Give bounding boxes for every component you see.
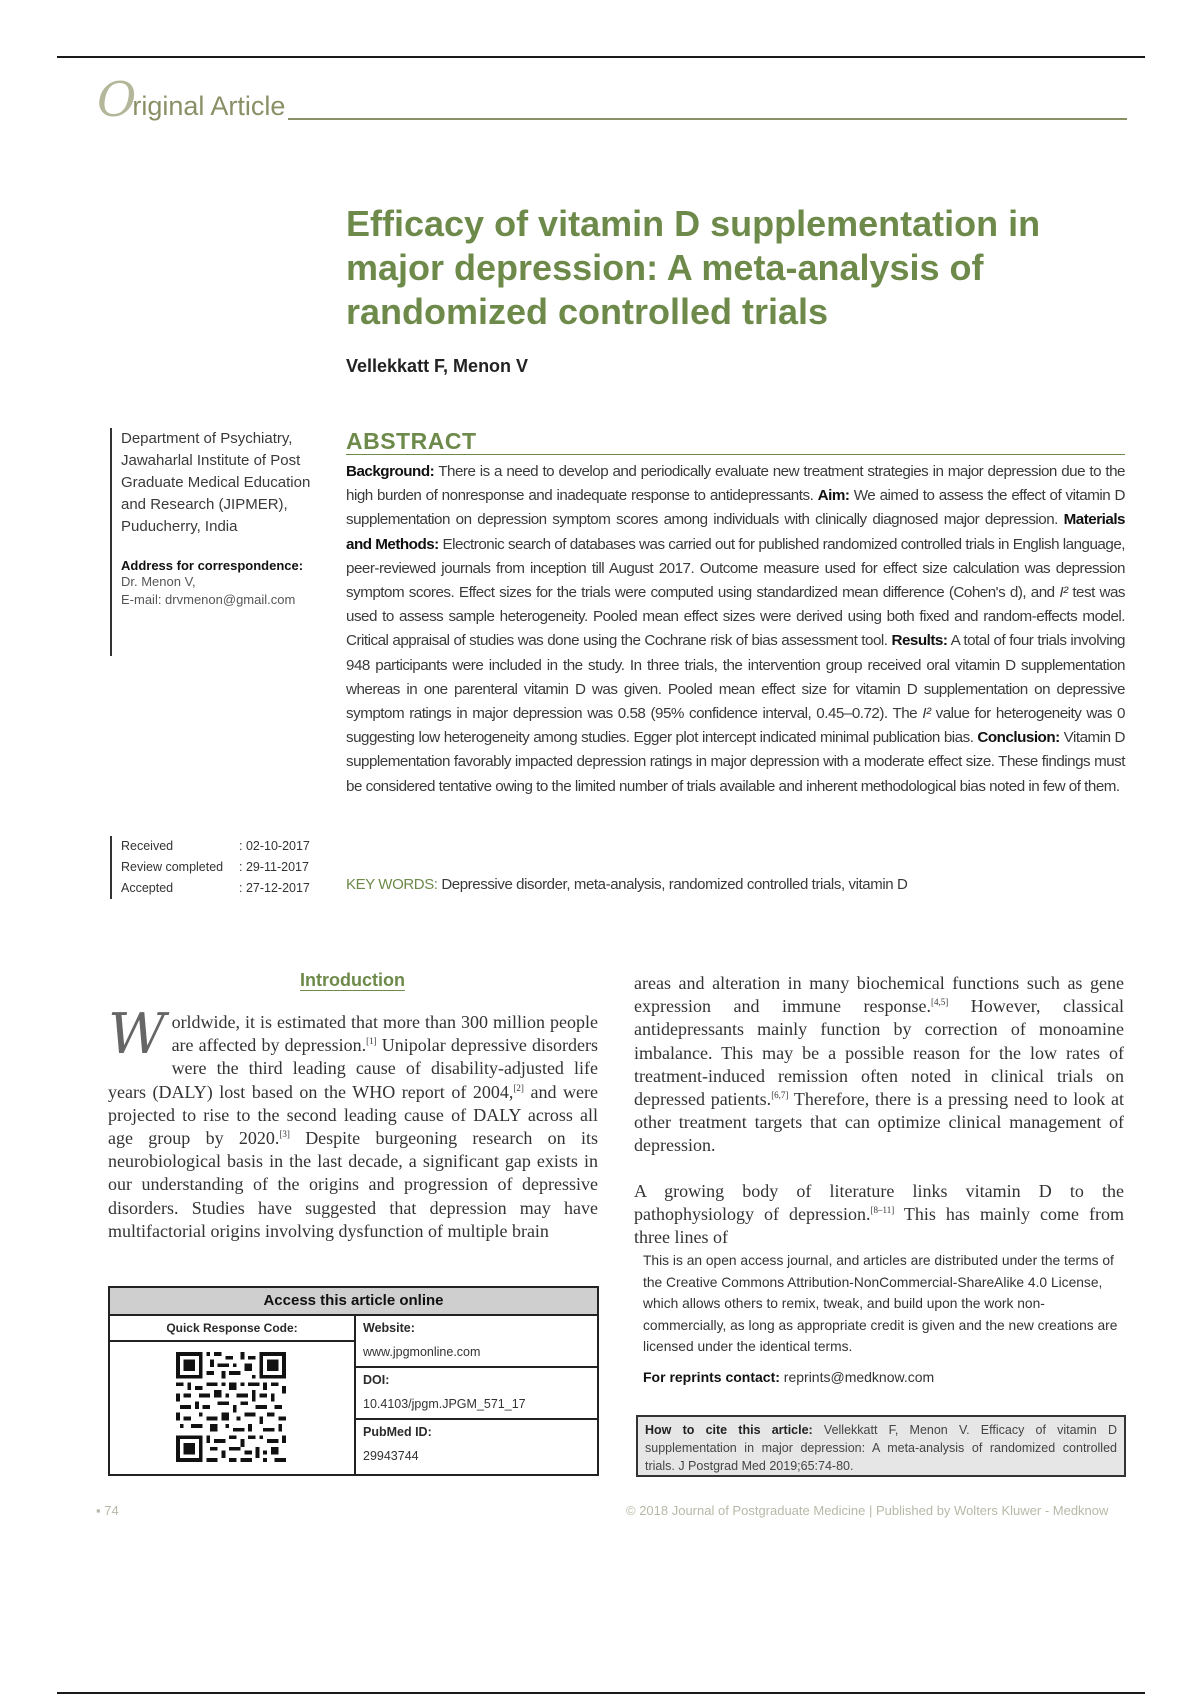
affiliation-department: Department of Psychiatry, Jawaharlal Institute of Post Graduate Medical Education and Research (JIPMER), Puducherry, India (121, 430, 311, 535)
pubmed-cell (356, 1420, 597, 1472)
citation-ref[interactable]: [8–11] (870, 1204, 895, 1215)
page-number: ▪ 74 (96, 1503, 119, 1518)
citation-ref[interactable]: [3] (279, 1129, 290, 1140)
paragraph (634, 1180, 1124, 1250)
website-cell (356, 1316, 597, 1368)
reprints-contact (643, 1369, 934, 1385)
top-rule (57, 56, 1145, 58)
intro-left-column (108, 1002, 598, 1243)
website-link[interactable]: www.jpgmonline.com (363, 1345, 481, 1359)
intro-text: A growing body of literature links vitamin D to the pathophysiology of depression. (634, 1180, 1124, 1224)
keywords-label: KEY WORDS: (346, 876, 438, 893)
date-value: : 27-12-2017 (239, 881, 310, 895)
date-row (121, 836, 310, 857)
reprints-label: For reprints contact: (643, 1369, 780, 1385)
header-underline (288, 118, 1127, 120)
citation-ref[interactable]: [4,5] (931, 997, 949, 1008)
date-value: : 29-11-2017 (239, 860, 309, 874)
i2-symbol: I² (1059, 584, 1068, 602)
doi-link[interactable]: 10.4103/jpgm.JPGM_571_17 (363, 1397, 526, 1411)
article-identifiers (356, 1316, 597, 1474)
intro-text: This has mainly come from three lines of (634, 1203, 1124, 1248)
abstract-background-label: Background: (346, 463, 435, 480)
abstract-methods-label: Materials and Methods: (346, 511, 1125, 553)
header-label: riginal Article (132, 91, 286, 121)
correspondence-email[interactable]: E-mail: drvmenon@gmail.com (121, 592, 296, 607)
pubmed-id[interactable]: 29943744 (363, 1449, 419, 1463)
abstract-conclusion-label: Conclusion: (977, 729, 1060, 747)
intro-text: Despite burgeoning research on its neurobiological basis in the last decade, a significant gap exists in our understanding of the origins and progression of depressive disorders. Studies have suggested that depression may have multifactorial origins involving dysfunction of multiple brain (108, 1128, 598, 1241)
pubmed-label: PubMed ID: (363, 1425, 432, 1439)
abstract-results-a: A total of four trials involving 948 participants were included in the study. In three trials, the intervention group received oral vitamin D supplementation whereas in one parenteral vitamin D was given. Pooled mean effect size for vitamin D supplementation on depressive symptom ratings in major depression was 0.58 (95% confidence interval, 0.45–0.72). The (346, 632, 1125, 723)
intro-text: Unipolar depressive disorders were the third leading cause of disability-adjusted life years (DALY) lost based on the WHO report of 2004, (108, 1035, 598, 1102)
website-label: Website: (363, 1321, 415, 1335)
date-row (121, 857, 310, 878)
citation-ref[interactable]: [1] (366, 1036, 377, 1047)
intro-text: Therefore, there is a pressing need to look at other treatment targets that can optimize clinical management of depression. (634, 1089, 1124, 1156)
citation-ref[interactable]: [2] (513, 1082, 524, 1093)
intro-text: and were projected to rise to the second leading cause of DALY across all age group by 2020. (108, 1081, 598, 1149)
abstract-results-label: Results: (891, 632, 948, 650)
citation-ref[interactable]: [6,7] (771, 1090, 789, 1101)
intro-text: areas and alteration in many biochemical functions such as gene expression and immune response. (634, 973, 1124, 1017)
affiliation-block (110, 428, 333, 656)
intro-text: orldwide, it is estimated that more than 300 million people are affected by depression. (171, 1012, 598, 1056)
section-header (97, 72, 1127, 128)
abstract-aim-label: Aim: (817, 487, 850, 505)
doi-cell (356, 1368, 597, 1420)
article-authors: Vellekkatt F, Menon V (346, 356, 529, 376)
cite-text: Vellekkatt F, Menon V. Efficacy of vitamin D supplementation in major depression: A meta-analysis of randomized controlled trials. J Postgrad Med 2019;65:74-80. (645, 1423, 1117, 1473)
license-notice: This is an open access journal, and articles are distributed under the terms of the Creative Commons Attribution-NonCommercial-ShareAlike 4.0 License, which allows others to remix, tweak, and build upon the work non-commercially, as long as appropriate credit is given and the new creations are licensed under the identical terms. (643, 1253, 1118, 1354)
access-online-box (108, 1286, 599, 1476)
abstract-methods-a: Electronic search of databases was carried out for published randomized controlled trials in English language, peer-reviewed journals from inception till August 2017. Outcome measure used for effect size calculation was depression symptom scores. Effect sizes for the trials were computed using standardized mean difference (Cohen's d), and (346, 535, 1125, 602)
correspondence-heading: Address for correspondence: (121, 558, 304, 573)
cite-label: How to cite this article: (645, 1423, 813, 1437)
keywords (346, 876, 907, 893)
keywords-text: Depressive disorder, meta-analysis, randomized controlled trials, vitamin D (441, 876, 908, 893)
date-label: Received (121, 839, 174, 853)
footer-copyright: © 2018 Journal of Postgraduate Medicine | Published by Wolters Kluwer - Medknow (626, 1503, 1109, 1518)
date-label: Review completed (121, 860, 224, 874)
abstract-background: There is a need to develop and periodically evaluate new treatment strategies in major depression due to the high burden of nonresponse and inadequate response to antidepressants. (346, 463, 1125, 505)
correspondence-name: Dr. Menon V, (121, 574, 196, 589)
qr-code-icon[interactable] (176, 1352, 286, 1462)
abstract-heading: ABSTRACT (346, 428, 1125, 455)
date-row (121, 878, 310, 899)
how-to-cite-box (636, 1415, 1126, 1477)
abstract-results-b: value for heterogeneity was 0 suggesting low heterogeneity among studies. Egger plot intercept indicated minimal publication bias. (346, 705, 1125, 747)
qr-label: Quick Response Code: (110, 1316, 354, 1342)
access-heading: Access this article online (110, 1288, 597, 1316)
abstract-aim: We aimed to assess the effect of vitamin D supplementation on depression symptom scores among individuals with clinically diagnosed major depression. (346, 487, 1125, 529)
drop-cap: W (108, 1002, 166, 1067)
header-initial: O (97, 72, 137, 128)
paragraph (634, 972, 1124, 1158)
abstract-body (346, 460, 1125, 799)
date-value: : 02-10-2017 (239, 839, 310, 853)
abstract-methods-b: test was used to assess sample heterogeneity. Pooled mean effect sizes were derived using both fixed and random-effects model. Critical appraisal of studies was done using the Cochrane risk of bias assessment tool. (346, 584, 1125, 650)
i2-symbol: I² (922, 705, 931, 723)
intro-text: However, classical antidepressants mainly function by correction of monoamine imbalance. This may be a possible reason for the low rates of treatment-induced remission often noted in clinical trials on depressed patients. (634, 996, 1124, 1110)
date-label: Accepted (121, 881, 174, 895)
introduction-heading: Introduction (300, 970, 405, 990)
reprints-email[interactable]: reprints@medknow.com (783, 1369, 935, 1385)
bottom-rule (57, 1692, 1145, 1694)
intro-right-column (634, 972, 1124, 1271)
abstract-conclusion: Vitamin D supplementation favorably impacted depression ratings in major depression with a moderate effect size. These findings must be considered tentative owing to the limited number of trials available and inherent methodological bias noted in few of them. (346, 729, 1125, 795)
doi-label: DOI: (363, 1373, 390, 1387)
dates-block (110, 836, 310, 899)
qr-panel (110, 1316, 356, 1474)
article-title: Efficacy of vitamin D supplementation in major depression: A meta-analysis of randomized controlled trials (346, 203, 1041, 332)
